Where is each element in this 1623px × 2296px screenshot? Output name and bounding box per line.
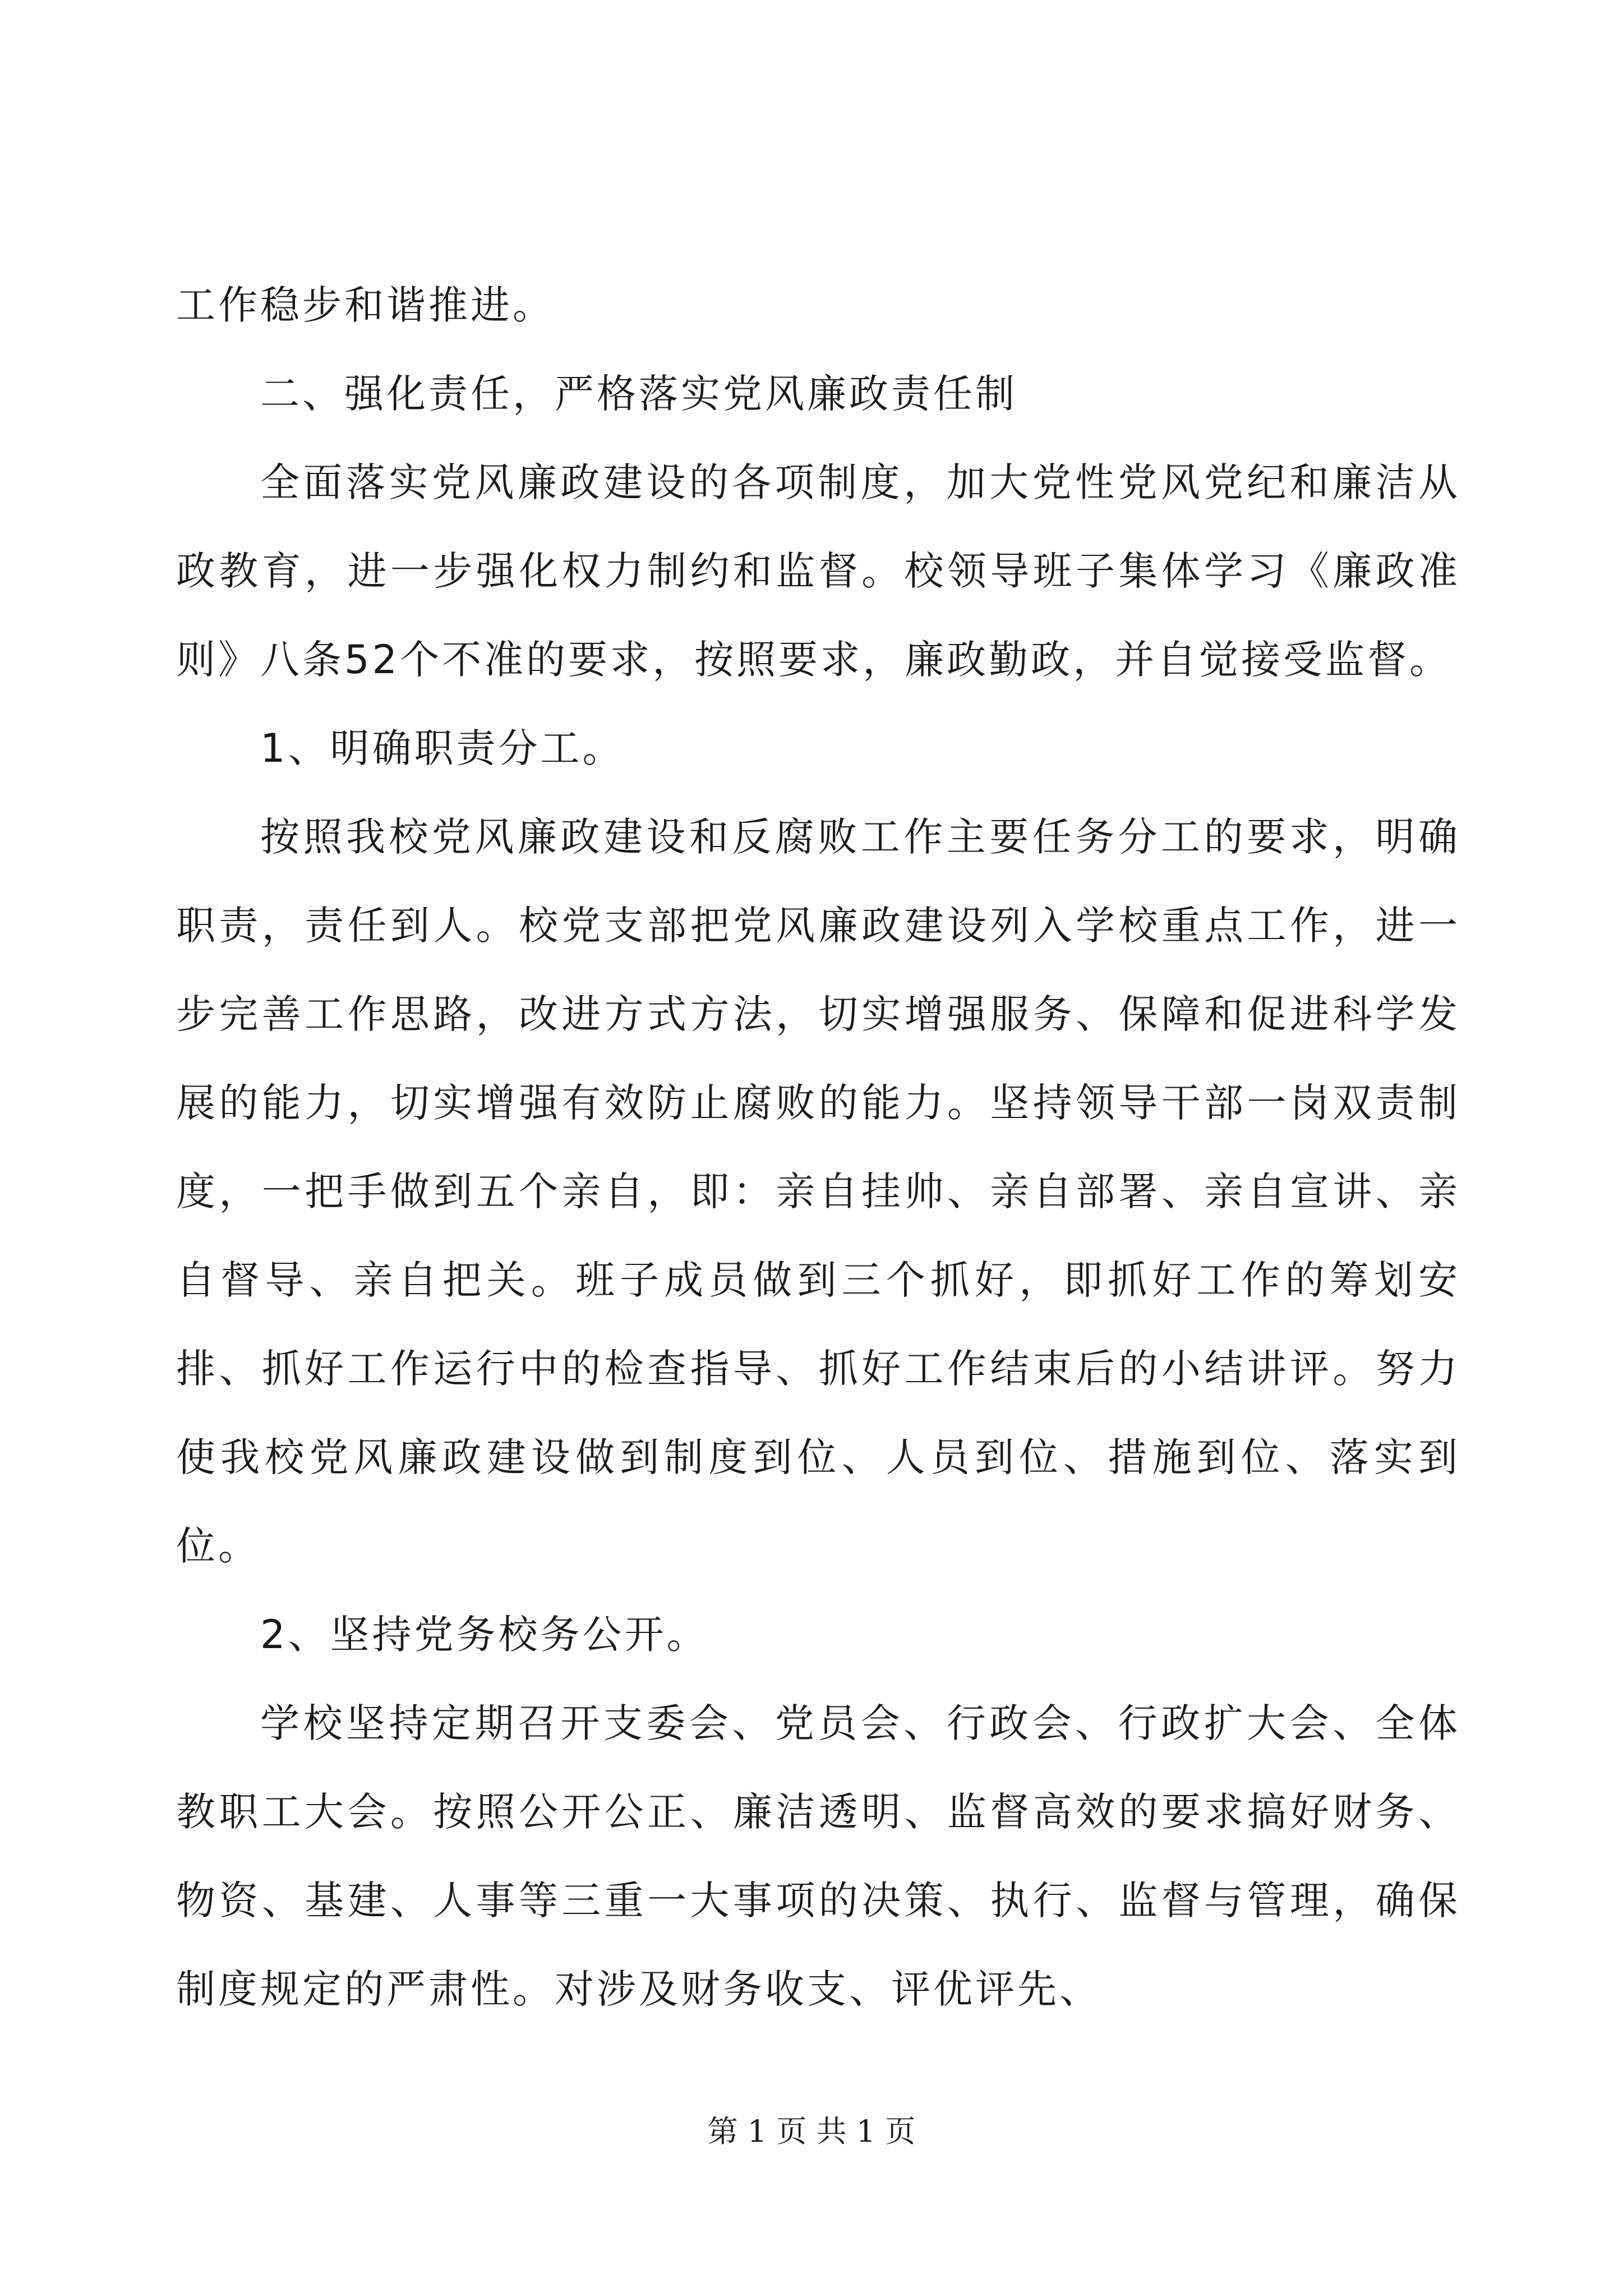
document-body — [176, 261, 1460, 2033]
paragraph: 全面落实党风廉政建设的各项制度，加大党性党风党纪和廉洁从政教育，进一步强化权力制约和监督。校领导班子集体学习《廉政准则》八条52个不准的要求，按照要求，廉政勤政，并自觉接受监督。 — [176, 459, 1460, 683]
subheading: 2、坚持党务校务公开。 — [260, 1612, 709, 1658]
subheading: 1、明确职责分工。 — [260, 725, 625, 771]
paragraph-continuation: 工作稳步和谐推进。 — [176, 282, 555, 328]
paragraph: 学校坚持定期召开支委会、党员会、行政会、行政扩大会、全体教职工大会。按照公开公正、廉洁透明、监督高效的要求搞好财务、物资、基建、人事等三重一大事项的决策、执行、监督与管理，确保制度规定的严肃性。对涉及财务收支、评优评先、 — [176, 1700, 1460, 2012]
section-heading: 二、强化责任，严格落实党风廉政责任制 — [260, 371, 1017, 417]
paragraph: 按照我校党风廉政建设和反腐败工作主要任务分工的要求，明确职责，责任到人。校党支部把党风廉政建设列入学校重点工作，进一步完善工作思路，改进方式方法，切实增强服务、保障和促进科学发展的能力，切实增强有效防止腐败的能力。坚持领导干部一岗双责制度，一把手做到五个亲自，即：亲自挂帅、亲自部署、亲自宣讲、亲自督导、亲自把关。班子成员做到三个抓好，即抓好工作的筹划安排、抓好工作运行中的检查指导、抓好工作结束后的小结讲评。努力使我校党风廉政建设做到制度到位、人员到位、措施到位、落实到位。 — [176, 814, 1460, 1569]
page-footer: 第 1 页 共 1 页 — [707, 2114, 916, 2149]
